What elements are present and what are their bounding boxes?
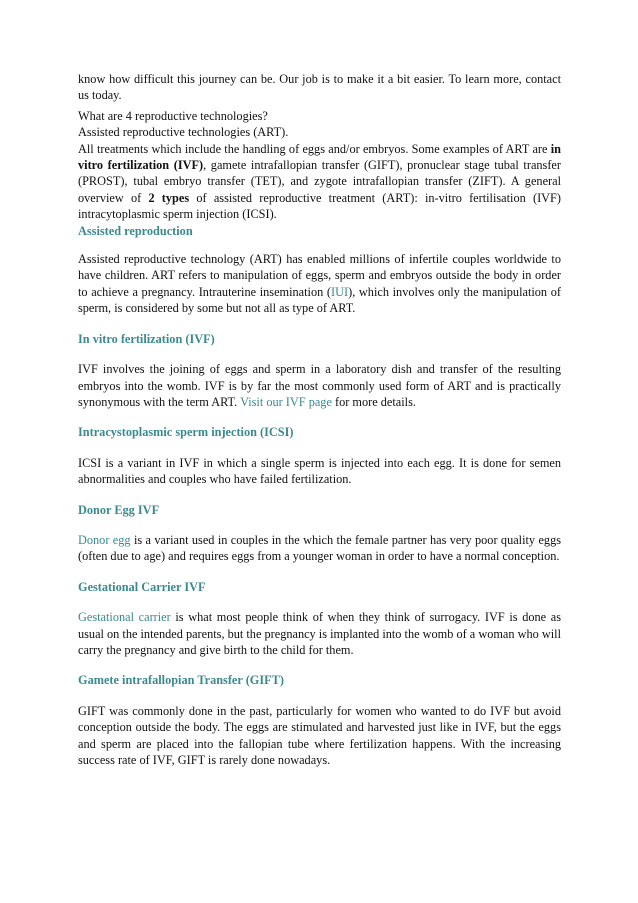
text-span: is what most people think of when they think of surrogacy. IVF is done as usual on the intended parents, but the pregnancy is implanted into the womb of a woman who will carry the pregnancy and give birth to the child for them. — [78, 610, 562, 657]
donor-egg-link[interactable]: Donor egg — [78, 532, 131, 547]
heading-gift: Gamete intrafallopian Transfer (GIFT) — [78, 673, 284, 688]
qa-block — [78, 108, 561, 223]
document-body — [78, 71, 561, 768]
gestational-carrier-link[interactable]: Gestational carrier — [78, 610, 171, 625]
question-line: What are 4 reproductive technologies? — [78, 108, 268, 123]
heading-donor-egg: Donor Egg IVF — [78, 502, 160, 517]
text-span: Assisted reproductive technology (ART) has enabled millions of infertile couples worldwide to have children. ART refers to manipulation of eggs, sperm and embryos outside the body in order to achieve a pregnancy. Intrauterine insemination ( — [78, 252, 561, 299]
icsi-paragraph: ICSI is a variant in IVF in which a single sperm is injected into each egg. It is done for semen abnormalities and couples who have failed fertilization. — [78, 455, 561, 487]
gift-paragraph: GIFT was commonly done in the past, particularly for women who wanted to do IVF but avoid conception outside the body. The eggs are stimulated and harvested just like in IVF, but the eggs and sperm are placed into the fallopian tube where fertilization happens. With the increasing success rate of IVF, GIFT is rarely done nowadays. — [78, 703, 561, 767]
assisted-reproduction-paragraph — [78, 251, 561, 317]
answer-line: Assisted reproductive technologies (ART). — [78, 125, 289, 140]
heading-assisted-reproduction: Assisted reproduction — [78, 223, 193, 238]
text-span: , gamete intrafallopian transfer (GIFT), pronuclear stage tubal transfer (PROST), tubal embryo transfer (TET), and zygote intrafallopian transfer (ZIFT). A general overview of — [78, 158, 561, 205]
art-examples-paragraph — [78, 141, 561, 223]
iui-link[interactable]: IUI — [331, 284, 349, 299]
heading-gestational-carrier: Gestational Carrier IVF — [78, 579, 206, 594]
heading-ivf: In vitro fertilization (IVF) — [78, 331, 215, 346]
bold-term: 2 types — [148, 190, 190, 205]
text-span: ), which involves only the manipulation of sperm, is considered by some but not all as type of ART. — [78, 284, 561, 316]
donor-egg-paragraph — [78, 532, 561, 565]
text-span: for more details. — [331, 394, 416, 409]
text-span: is a variant used in couples in the which the female partner has very poor quality eggs (often due to age) and requires eggs from a younger woman in order to have a normal conception. — [78, 532, 561, 564]
intro-paragraph: know how difficult this journey can be. Our job is to make it a bit easier. To learn more, contact us today. — [78, 72, 561, 103]
text-span: IVF involves the joining of eggs and sperm in a laboratory dish and transfer of the resulting embryos into the womb. IVF is by far the most commonly used form of ART and is practically synonymous with the term ART. — [78, 362, 561, 409]
heading-icsi: Intracystoplasmic sperm injection (ICSI) — [78, 425, 294, 440]
text-span: of assisted reproductive treatment (ART): in-vitro fertilisation (IVF) intracytoplasmic sperm injection (ICSI). — [78, 190, 561, 222]
ivf-paragraph — [78, 361, 561, 410]
bold-term: in vitro fertilization (IVF) — [78, 141, 561, 173]
text-span: All treatments which include the handling of eggs and/or embryos. Some examples of ART are — [78, 141, 551, 156]
gestational-carrier-paragraph — [78, 609, 561, 658]
ivf-page-link[interactable]: Visit our IVF page — [240, 394, 332, 409]
